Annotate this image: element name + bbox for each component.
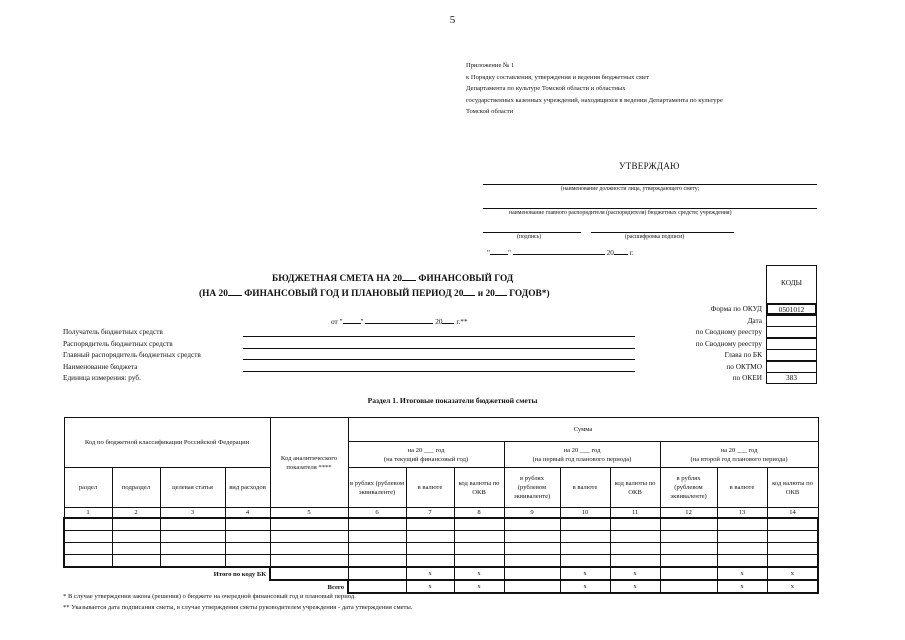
col-number: 5 [270,508,348,519]
table-cell[interactable] [660,580,717,593]
code-label-registry-2: по Сводному реестру [695,339,762,348]
year-current-header [348,442,504,468]
table-cell[interactable] [610,555,660,568]
document-date [331,315,468,326]
table-cell[interactable] [406,531,454,543]
table-cell[interactable] [454,531,504,543]
quote-open: " [487,248,490,257]
subtitle-year-blank[interactable] [495,287,507,296]
table-cell[interactable] [660,531,717,543]
table-cell[interactable] [660,567,717,580]
table-cell[interactable] [560,543,610,555]
table-row [64,543,818,555]
table-cell[interactable] [504,543,560,555]
year-current-sub: (на текущий финансовый год) [383,455,469,463]
table-cell[interactable] [348,518,406,531]
total-bk-label: Итого по коду БК [213,570,267,578]
table-cell[interactable] [560,531,610,543]
appendix-line: Томской области [466,108,514,115]
table-cell[interactable] [348,543,406,555]
bk-group-header: Код по бюджетной классификации Российской Федерации [64,418,270,468]
table-cell[interactable] [112,518,160,531]
main-distributor-line[interactable] [243,359,635,360]
table-cell[interactable] [270,531,348,543]
main-distributor-label: Главный распорядитель бюджетных средств [63,350,201,359]
table-cell[interactable] [504,580,560,593]
distributor-label: Распорядитель бюджетных средств [63,339,173,348]
approval-title: УТВЕРЖДАЮ [619,161,680,171]
recipient-line[interactable] [243,336,635,337]
document-title [272,272,513,284]
table-cell[interactable] [112,555,160,568]
year-first-header [504,442,660,468]
year-second-title: на 20 ___ год [720,446,758,454]
grand-total-row [64,580,818,593]
col-number: 9 [504,508,560,519]
table-cell[interactable] [717,555,767,568]
title-part: БЮДЖЕТНАЯ СМЕТА НА 20 [272,274,403,284]
year-prefix: 20 [606,248,614,257]
table-cell[interactable] [767,555,818,568]
manager-caption: наименование главного распорядителя (распорядителя) бюджетных средств; учреждения) [509,210,732,216]
date-year: 20 [435,317,443,326]
val-header: в валюте [717,468,767,508]
year-first-sub: (на первый год планового периода) [532,455,632,463]
code-value-okei[interactable]: 383 [766,372,817,384]
table-cell[interactable] [160,543,225,555]
date-year-blank[interactable] [442,315,454,324]
table-row [64,531,818,543]
table-cell[interactable] [112,531,160,543]
quote-close: " [507,248,511,257]
celevaya-header: целевая статья [160,468,225,508]
code-label-date: Дата [747,316,762,325]
year-first-title: на 20 ___ год [563,446,601,454]
code-value-registry[interactable] [766,326,817,338]
table-cell[interactable] [225,518,270,531]
year-second-sub: (на второй год планового периода) [690,455,788,463]
code-label-okei: по ОКЕИ [732,373,762,382]
table-cell[interactable] [64,555,112,568]
table-cell[interactable] [660,543,717,555]
subtitle-part: (НА 20 [199,289,228,299]
approval-date [487,246,634,257]
col-number: 8 [454,508,504,519]
vid-header: вид расходов [225,468,270,508]
table-cell[interactable] [348,555,406,568]
year-suffix: г. [629,248,634,257]
subtitle-year-blank[interactable] [463,287,475,296]
x-cell: x [560,580,610,593]
subtitle-part: ФИНАНСОВЫЙ ГОД И ПЛАНОВЫЙ ПЕРИОД 20 [244,289,464,299]
x-cell: x [767,580,818,593]
table-cell[interactable] [454,543,504,555]
code-label-bk: Глава по БК [724,350,762,359]
signature-line[interactable] [483,232,581,233]
month-blank[interactable] [513,246,605,255]
date-month-blank[interactable] [365,315,433,324]
footnote-2: ** Указывается дата подписания сметы, в случае утверждения сметы руководителем учреждения - дата утверждения сметы. [63,604,413,611]
subtitle-part: и 20 [477,289,495,299]
x-cell: x [406,567,454,580]
table-cell[interactable] [406,518,454,531]
table-cell[interactable] [112,543,160,555]
table-cell[interactable] [225,555,270,568]
codes-header: КОДЫ [766,265,817,303]
table-cell[interactable] [406,555,454,568]
day-blank[interactable] [490,246,508,255]
budget-name-line[interactable] [243,371,635,372]
code-label-okud: Форма по ОКУД [710,304,762,313]
table-cell[interactable] [610,543,660,555]
table-cell[interactable] [348,531,406,543]
year-second-header [660,442,818,468]
x-cell: x [610,567,660,580]
col-number: 14 [767,508,818,519]
recipient-label: Получатель бюджетных средств [63,327,163,336]
table-row [64,518,818,531]
table-cell[interactable] [660,555,717,568]
date-suffix: г.** [456,317,468,326]
table-cell[interactable] [348,567,406,580]
page-number: 5 [449,14,456,26]
table-cell[interactable] [64,518,112,531]
col-number: 10 [560,508,610,519]
val-header: в валюте [560,468,610,508]
table-cell[interactable] [270,518,348,531]
code-label-registry: по Сводному реестру [695,327,762,336]
rub-header: в рублях (рублевом эквиваленте) [660,468,717,508]
sum-header: Сумма [348,418,818,442]
table-cell[interactable] [610,531,660,543]
table-cell[interactable] [454,518,504,531]
val-header: в валюте [406,468,454,508]
total-bk-row [64,567,818,580]
table-cell[interactable] [767,531,818,543]
x-cell: x [767,567,818,580]
year-current-title: на 20 ___ год [407,446,445,454]
x-cell: x [717,567,767,580]
year-blank[interactable] [614,246,628,255]
appendix-line: государственных казенных учреждений, находящихся в ведении Департамента по культуре [466,96,723,104]
date-prefix: от " [331,317,343,326]
column-numbers-row [64,508,818,519]
decryption-caption: (расшифровка подписи) [625,234,685,240]
col-number: 3 [160,508,225,519]
date-day-blank[interactable] [343,315,361,324]
col-number: 4 [225,508,270,519]
table-row [64,555,818,568]
appendix-line: Приложение № 1 [466,62,515,69]
x-cell: x [717,580,767,593]
manager-line[interactable] [483,208,817,209]
x-cell: x [406,580,454,593]
table-cell[interactable] [270,555,348,568]
table-cell[interactable] [610,518,660,531]
document-subtitle [199,287,550,299]
table-cell[interactable] [348,580,406,593]
decryption-line[interactable] [591,232,734,233]
col-number: 2 [112,508,160,519]
rub-header: в рублях (рублевом эквиваленте) [348,468,406,508]
appendix-line: Департамента по культуре Томской области и областных [466,85,626,92]
table-cell[interactable] [160,518,225,531]
table-cell[interactable] [225,531,270,543]
analytic-header: Код аналитического показателя **** [270,418,348,508]
table-cell[interactable] [504,518,560,531]
table-cell[interactable] [767,518,818,531]
section-title: Раздел 1. Итоговые показатели бюджетной сметы [367,396,538,405]
table-cell[interactable] [717,543,767,555]
appendix-block [466,60,723,118]
rub-header: в рублях (рублевом эквиваленте) [504,468,560,508]
footnote-1: * В случае утверждения закона (решения) о бюджете на очередной финансовый год и плановый период. [63,593,356,600]
table-cell[interactable] [160,555,225,568]
okv-header: код валюты по ОКВ [767,468,818,508]
col-number: 1 [64,508,112,519]
subtitle-year-blank[interactable] [228,287,242,296]
x-cell: x [454,567,504,580]
code-value-okud[interactable]: 0501012 [766,303,817,315]
budget-table [63,417,819,594]
code-label-oktmo: по ОКТМО [726,362,762,371]
podrazdel-header: подраздел [112,468,160,508]
col-number: 6 [348,508,406,519]
table-cell[interactable] [717,518,767,531]
table-cell[interactable] [504,531,560,543]
okv-header: код валюты по ОКВ [610,468,660,508]
table-cell[interactable] [270,543,348,555]
position-caption: (наименование должности лица, утверждающего смету; [561,186,700,192]
table-cell[interactable] [767,543,818,555]
razdel-header: раздел [64,468,112,508]
okv-header: код валюты по ОКВ [454,468,504,508]
date-mid: " [360,317,364,326]
table-cell[interactable] [64,531,112,543]
table-cell[interactable] [225,543,270,555]
x-cell: x [454,580,504,593]
x-cell: x [560,567,610,580]
unit-label: Единица измерения: руб. [63,373,141,382]
table-cell[interactable] [660,518,717,531]
table-cell[interactable] [160,531,225,543]
table-cell[interactable] [504,567,560,580]
appendix-line: к Порядку составления, утверждения и ведения бюджетных смет [466,73,650,81]
table-cell[interactable] [64,543,112,555]
subtitle-part: ГОДОВ*) [509,289,550,299]
grand-total-label: Всего [327,583,345,591]
col-number: 12 [660,508,717,519]
position-line[interactable] [483,184,817,185]
table-cell[interactable] [504,555,560,568]
title-part: ФИНАНСОВЫЙ ГОД [418,274,514,284]
table-cell[interactable] [270,567,348,580]
title-year-blank[interactable] [402,272,416,281]
table-cell[interactable] [406,543,454,555]
col-number: 13 [717,508,767,519]
distributor-line[interactable] [243,348,635,349]
col-number: 11 [610,508,660,519]
x-cell: x [610,580,660,593]
table-cell[interactable] [717,531,767,543]
budget-name-label: Наименование бюджета [63,362,138,371]
table-cell[interactable] [560,518,610,531]
code-value-bk[interactable] [766,349,817,361]
table-cell[interactable] [454,555,504,568]
table-cell[interactable] [560,555,610,568]
signature-caption: (подпись) [517,234,542,240]
col-number: 7 [406,508,454,519]
